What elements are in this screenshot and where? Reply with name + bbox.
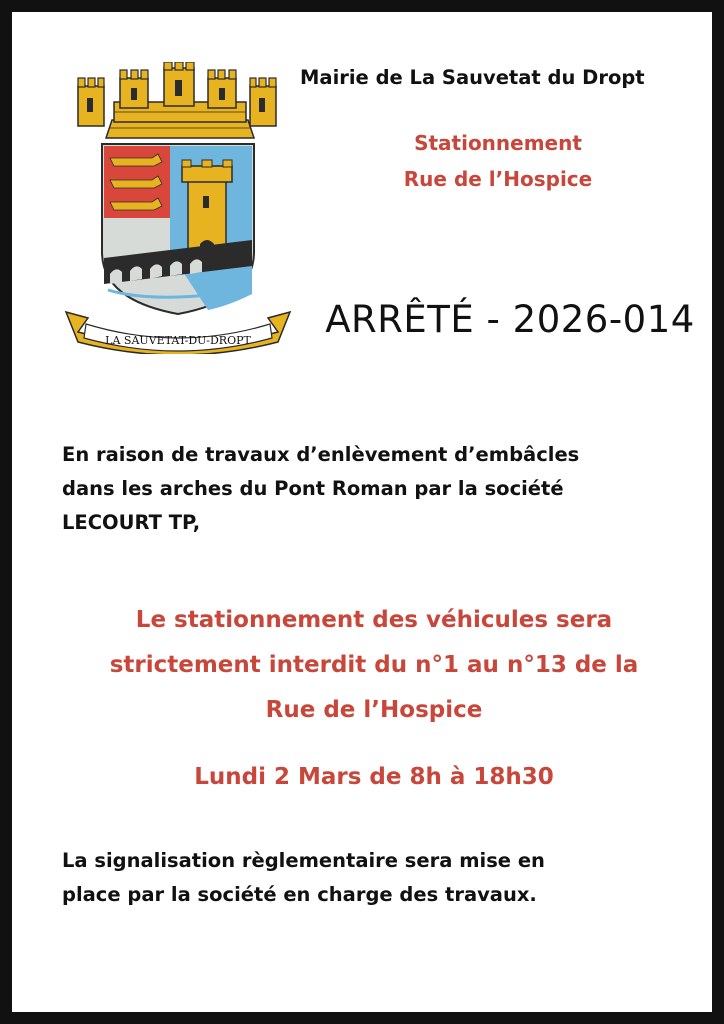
coat-of-arms-icon	[58, 62, 296, 354]
castle-crown-icon	[78, 62, 276, 138]
mairie-heading: Mairie de La Sauvetat du Dropt	[300, 66, 645, 89]
intro-line: LECOURT TP,	[62, 511, 201, 534]
subject-heading	[300, 125, 696, 197]
motto-text: LA SAUVETAT-DU-DROPT	[105, 334, 251, 347]
ban-date: Lundi 2 Mars de 8h à 18h30	[194, 764, 554, 790]
shield-icon	[102, 144, 254, 314]
notice-line: strictement interdit du n°1 au n°13 de la	[109, 652, 639, 678]
closing-line: La signalisation règlementaire sera mise en	[62, 849, 545, 872]
intro-line: dans les arches du Pont Roman par la société	[62, 477, 564, 500]
subject-line: Stationnement	[414, 131, 582, 155]
closing-paragraph	[62, 844, 702, 912]
municipal-crest	[58, 62, 296, 354]
intro-line: En raison de travaux d’enlèvement d’embâcles	[62, 443, 580, 466]
notice-line: Rue de l’Hospice	[265, 697, 483, 723]
notice-line: Le stationnement des véhicules sera	[135, 607, 613, 633]
motto-ribbon	[66, 312, 290, 354]
intro-paragraph	[62, 438, 702, 540]
parking-ban-notice	[48, 598, 700, 733]
subject-line: Rue de l’Hospice	[403, 167, 593, 191]
closing-line: place par la société en charge des travaux.	[62, 883, 537, 906]
arrete-number: ARRÊTÉ - 2026-014	[325, 298, 695, 341]
